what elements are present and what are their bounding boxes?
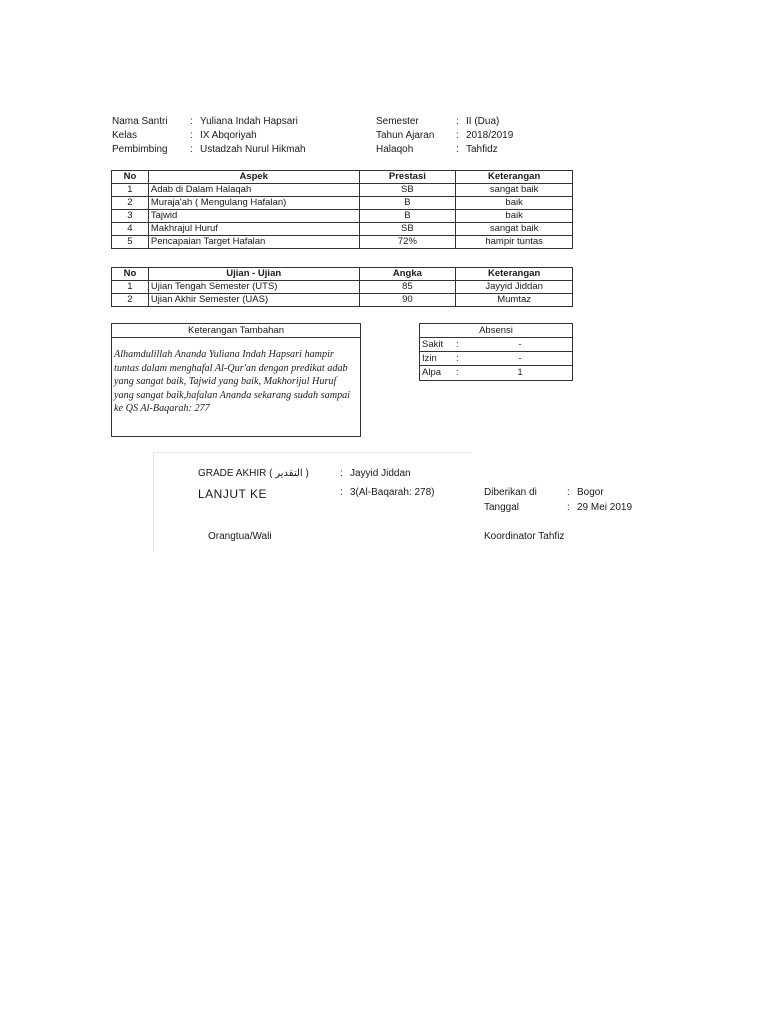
absensi-sep: : (454, 352, 468, 366)
lanjut-ke-value: 3(Al-Baqarah: 278) (350, 487, 435, 498)
footer-divider (153, 452, 154, 552)
absensi-value: - (468, 352, 572, 366)
info-sep: : (190, 144, 193, 155)
info-value-tahun: 2018/2019 (466, 130, 514, 141)
cell-keterangan: sangat baik (456, 184, 573, 197)
absensi-sep: : (454, 338, 468, 352)
cell-no: 1 (112, 184, 149, 197)
absensi-sep: : (456, 367, 459, 378)
table-row (112, 223, 573, 236)
lanjut-sep: : (340, 487, 343, 498)
info-value-nama: Yuliana Indah Hapsari (200, 116, 298, 127)
info-sep: : (456, 116, 459, 127)
info-value-semester: II (Dua) (466, 116, 500, 127)
col-header: Ujian - Ujian (148, 268, 359, 281)
col-header: Angka (359, 268, 456, 281)
table-row (420, 352, 572, 366)
keterangan-tambahan-text: Alhamdulillah Ananda Yuliana Indah Hapsari hampir tuntas dalam menghafal Al-Qur'an dengan predikat adab yang sangat baik, Tajwid yang baik, Makhorijul Huruf yang sangat baik,hafalan Ananda sekarang sudah sampai ke QS Al-Baqarah: 277 (114, 349, 351, 414)
absensi-table (420, 338, 572, 379)
table-row (112, 281, 573, 294)
cell-no: 3 (112, 210, 149, 223)
cell-prestasi: SB (359, 223, 456, 236)
info-sep: : (190, 116, 193, 127)
col-header: No (112, 171, 149, 184)
info-label: Nama Santri (112, 116, 168, 127)
diberikan-sep: : (567, 487, 570, 498)
cell-angka: 90 (359, 294, 456, 307)
cell-prestasi: B (359, 210, 456, 223)
cell-prestasi: B (359, 197, 456, 210)
col-header: No (112, 268, 149, 281)
footer-divider (153, 452, 471, 453)
cell-no: 2 (112, 294, 149, 307)
grade-akhir-value: Jayyid Jiddan (350, 468, 411, 479)
cell-keterangan: Mumtaz (456, 294, 573, 307)
cell-prestasi: SB (359, 184, 456, 197)
table-row (112, 210, 573, 223)
grade-sep: : (340, 468, 343, 479)
tanggal-sep: : (567, 502, 570, 513)
keterangan-tambahan-box (111, 323, 361, 437)
col-header: Keterangan (456, 171, 573, 184)
keterangan-tambahan-title: Keterangan Tambahan (112, 324, 360, 338)
cell-ujian: Ujian Tengah Semester (UTS) (148, 281, 359, 294)
info-row-nama (112, 115, 168, 128)
cell-aspek: Pencapaian Target Hafalan (148, 236, 359, 249)
absensi-value: - (468, 338, 572, 352)
cell-keterangan: sangat baik (456, 223, 573, 236)
table-header-row (112, 171, 573, 184)
absensi-title: Absensi (420, 324, 572, 338)
col-header: Keterangan (456, 268, 573, 281)
diberikan-value: Bogor (577, 487, 604, 498)
cell-no: 1 (112, 281, 149, 294)
info-sep: : (456, 144, 459, 155)
info-value-kelas: IX Abqoriyah (200, 130, 257, 141)
ujian-table (111, 267, 573, 307)
info-value-pembimbing: Ustadzah Nurul Hikmah (200, 144, 306, 155)
lanjut-ke-label: LANJUT KE (198, 487, 267, 501)
cell-no: 2 (112, 197, 149, 210)
info-label-pembimbing: Pembimbing (112, 144, 168, 155)
absensi-value: 1 (517, 367, 523, 378)
cell-angka: 85 (359, 281, 456, 294)
absensi-label: Sakit (420, 338, 454, 352)
cell-keterangan: baik (456, 210, 573, 223)
cell-no: 5 (112, 236, 149, 249)
cell-aspek: Muraja'ah ( Mengulang Hafalan) (148, 197, 359, 210)
table-row (112, 184, 573, 197)
info-label-halaqoh: Halaqoh (376, 144, 414, 155)
cell-aspek: Makhrajul Huruf (148, 223, 359, 236)
cell-aspek: Adab di Dalam Halaqah (148, 184, 359, 197)
cell-keterangan: hampir tuntas (456, 236, 573, 249)
absensi-label: Alpa (422, 367, 442, 378)
col-header: Prestasi (359, 171, 456, 184)
orangtua-label: Orangtua/Wali (208, 531, 272, 542)
absensi-box (419, 323, 573, 381)
grade-akhir-label: GRADE AKHIR ( التقدير ) (198, 468, 309, 479)
table-row (112, 236, 573, 249)
info-value-halaqoh: Tahfidz (466, 144, 498, 155)
table-row (420, 366, 572, 380)
aspek-table (111, 170, 573, 249)
tanggal-label: Tanggal (484, 502, 520, 513)
cell-keterangan: Jayyid Jiddan (456, 281, 573, 294)
table-row (112, 197, 573, 210)
diberikan-label: Diberikan di (484, 487, 537, 498)
info-label-semester: Semester (376, 116, 419, 127)
table-row (420, 338, 572, 352)
cell-aspek: Tajwid (148, 210, 359, 223)
tanggal-value: 29 Mei 2019 (577, 502, 633, 513)
col-header: Aspek (148, 171, 359, 184)
table-row (112, 294, 573, 307)
info-sep: : (456, 130, 459, 141)
cell-no: 4 (112, 223, 149, 236)
absensi-label: Izin (420, 352, 454, 366)
cell-ujian: Ujian Akhir Semester (UAS) (148, 294, 359, 307)
cell-keterangan: baik (456, 197, 573, 210)
info-label-kelas: Kelas (112, 130, 138, 141)
info-label-tahun: Tahun Ajaran (376, 130, 435, 141)
info-sep: : (190, 130, 193, 141)
koordinator-label: Koordinator Tahfiz (484, 531, 565, 542)
cell-prestasi: 72% (359, 236, 456, 249)
table-header-row (112, 268, 573, 281)
